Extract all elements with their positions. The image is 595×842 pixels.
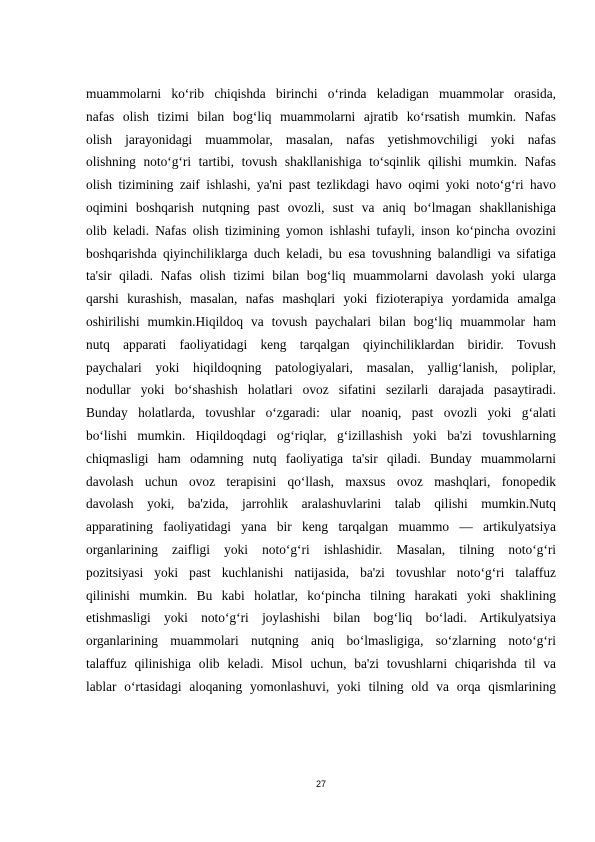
text-line-17: chiqmasligi ham odamning nutq faoliyatiga ta'sir qiladi. Bunday muammolarni	[86, 450, 556, 466]
text-line-2: nafas olish tizimi bilan bog‘liq muammolarni ajratib ko‘rsatish mumkin. Nafas	[86, 108, 556, 124]
text-line-25: organlarining muammolari nutqning aniq bo‘lmasligiga, so‘zlarning noto‘g‘ri	[86, 633, 556, 649]
text-line-23: qilinishi mumkin. Bu kabi holatlar, ko‘pincha tilning harakati yoki shaklining	[86, 587, 556, 603]
text-line-22: pozitsiyasi yoki past kuchlanishi natijasida, ba'zi tovushlar noto‘g‘ri talaffuz	[86, 564, 556, 580]
text-line-15: Bunday holatlarda, tovushlar o‘zgaradi: ular noaniq, past ovozli yoki g‘alati	[86, 405, 556, 421]
text-line-5: olish tizimining zaif ishlashi, ya'ni past tezlikdagi havo oqimi yoki noto‘g‘ri havo	[86, 177, 556, 193]
text-line-16: bo‘lishi mumkin. Hiqildoqdagi og‘riqlar, g‘izillashish yoki ba'zi tovushlarning	[86, 427, 556, 443]
text-line-4: olishning noto‘g‘ri tartibi, tovush shakllanishiga to‘sqinlik qilishi mumkin. Nafas	[86, 154, 556, 170]
text-line-7: olib keladi. Nafas olish tizimining yomon ishlashi tufayli, inson ko‘pincha ovozini	[86, 222, 556, 238]
text-line-27: lablar o‘rtasidagi aloqaning yomonlashuvi, yoki tilning old va orqa qismlarining	[86, 678, 556, 694]
text-line-14: nodullar yoki bo‘shashish holatlari ovoz sifatini sezilarli darajada pasaytiradi.	[86, 382, 556, 398]
text-line-18: davolash uchun ovoz terapisini qo‘llash, maxsus ovoz mashqlari, fonopedik	[86, 473, 556, 489]
text-line-3: olish jarayonidagi muammolar, masalan, nafas yetishmovchiligi yoki nafas	[86, 131, 556, 147]
page-number: 27	[315, 779, 326, 789]
text-line-11: oshirilishi mumkin.Hiqildoq va tovush paychalari bilan bog‘liq muammolar ham	[86, 313, 556, 329]
text-line-19: davolash yoki, ba'zida, jarrohlik aralashuvlarini talab qilishi mumkin.Nutq	[86, 496, 556, 512]
text-line-9: ta'sir qiladi. Nafas olish tizimi bilan bog‘liq muammolarni davolash yoki ularga	[86, 268, 556, 284]
text-line-24: etishmasligi yoki noto‘g‘ri joylashishi bilan bog‘liq bo‘ladi. Artikulyatsiya	[86, 610, 556, 626]
text-line-12: nutq apparati faoliyatidagi keng tarqalgan qiyinchiliklardan biridir. Tovush	[86, 336, 556, 352]
text-line-8: boshqarishda qiyinchiliklarga duch keladi, bu esa tovushning balandligi va sifatiga	[86, 245, 556, 261]
text-line-6: oqimini boshqarish nutqning past ovozli, sust va aniq bo‘lmagan shakllanishiga	[86, 199, 556, 215]
text-line-1: muammolarni ko‘rib chiqishda birinchi o‘rinda keladigan muammolar orasida,	[86, 86, 556, 101]
text-line-13: paychalari yoki hiqildoqning patologiyalari, masalan, yallig‘lanish, poliplar,	[86, 359, 556, 375]
text-line-26: talaffuz qilinishiga olib keladi. Misol uchun, ba'zi tovushlarni chiqarishda til va	[86, 655, 556, 671]
body-text	[86, 83, 556, 699]
text-line-21: organlarining zaifligi yoki noto‘g‘ri ishlashidir. Masalan, tilning noto‘g‘ri	[86, 541, 556, 557]
text-line-10: qarshi kurashish, masalan, nafas mashqlari yoki fizioterapiya yordamida amalga	[86, 291, 556, 307]
text-line-20: apparatining faoliyatidagi yana bir keng tarqalgan muammo — artikulyatsiya	[86, 519, 556, 535]
